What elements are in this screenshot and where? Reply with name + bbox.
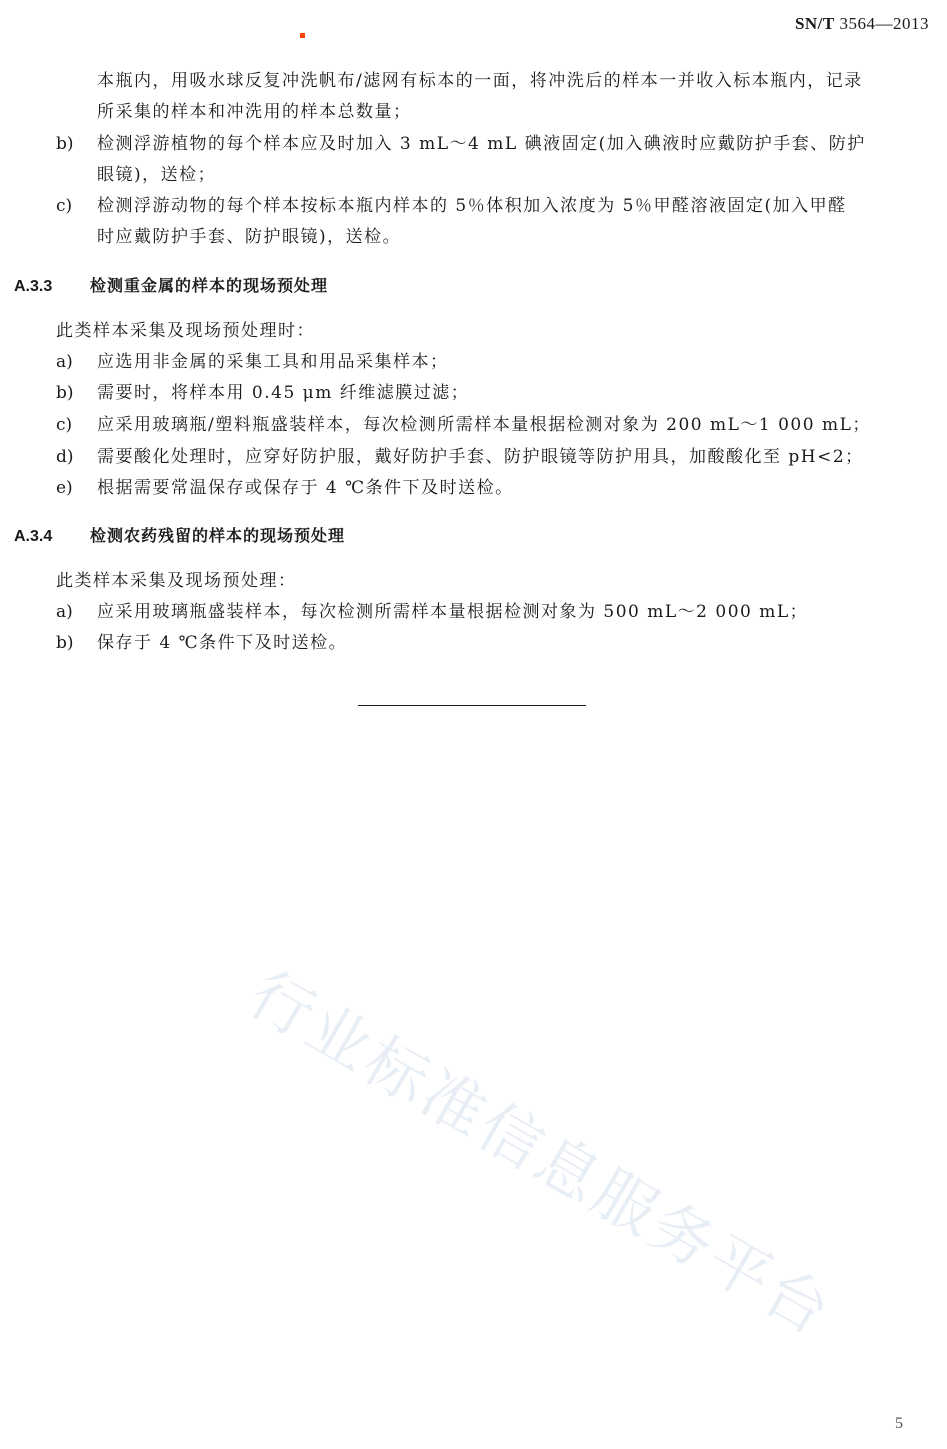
end-rule bbox=[358, 705, 586, 706]
section-heading-a33 bbox=[14, 270, 328, 302]
section-intro: 此类样本采集及现场预处理时： bbox=[56, 321, 315, 341]
list-item-label: b) bbox=[56, 383, 74, 403]
list-item-label: b) bbox=[56, 134, 74, 154]
list-item-label: a) bbox=[56, 602, 73, 622]
section-number: A.3.3 bbox=[14, 278, 53, 295]
page-number: 5 bbox=[895, 1415, 903, 1432]
list-item-text: 需要酸化处理时，应穿好防护服，戴好防护手套、防护眼镜等防护用具，加酸酸化至 pH<2； bbox=[97, 447, 864, 467]
list-item-text: 应采用玻璃瓶盛装样本，每次检测所需样本量根据检测对象为 500 mL～2 000 mL； bbox=[97, 602, 809, 622]
section-title: 检测重金属的样本的现场预处理 bbox=[90, 276, 329, 295]
watermark: 行业标准信息服务平台 bbox=[237, 957, 846, 1351]
list-item-text: 眼镜)，送检； bbox=[97, 165, 217, 185]
section-number: A.3.4 bbox=[14, 528, 53, 545]
list-item-label: c) bbox=[56, 415, 73, 435]
list-item-text: 检测浮游植物的每个样本应及时加入 3 mL～4 mL 碘液固定(加入碘液时应戴防护手套、防护 bbox=[97, 134, 866, 154]
list-item-label: a) bbox=[56, 352, 73, 372]
list-item-label: b) bbox=[56, 633, 74, 653]
list-item-text: 需要时，将样本用 0.45 μm 纤维滤膜过滤； bbox=[97, 383, 470, 403]
list-item-text: 检测浮游动物的每个样本按标本瓶内样本的 5％体积加入浓度为 5％甲醛溶液固定(加入甲醛 bbox=[97, 196, 847, 216]
standard-code bbox=[795, 14, 929, 34]
section-heading-a34 bbox=[14, 520, 345, 552]
section-title: 检测农药残留的样本的现场预处理 bbox=[90, 526, 346, 545]
list-item-text: 时应戴防护手套、防护眼镜)，送检。 bbox=[97, 227, 402, 247]
list-item-text: 应采用玻璃瓶/塑料瓶盛装样本，每次检测所需样本量根据检测对象为 200 mL～1 000 mL； bbox=[97, 415, 871, 435]
list-item-text: 根据需要常温保存或保存于 4 ℃条件下及时送检。 bbox=[97, 478, 514, 498]
list-item-label: e) bbox=[56, 478, 73, 498]
list-item-text: 保存于 4 ℃条件下及时送检。 bbox=[97, 633, 348, 653]
list-item-text: 应选用非金属的采集工具和用品采集样本； bbox=[97, 352, 449, 372]
continuation-line-1: 本瓶内，用吸水球反复冲洗帆布/滤网有标本的一面，将冲洗后的样本一并收入标本瓶内，记录 bbox=[97, 71, 863, 91]
continuation-line-2: 所采集的样本和冲洗用的样本总数量； bbox=[97, 102, 412, 122]
list-item-label: d) bbox=[56, 447, 74, 467]
standard-code-number: 3564—2013 bbox=[839, 14, 929, 33]
list-item-label: c) bbox=[56, 196, 73, 216]
standard-code-prefix: SN/T bbox=[794, 14, 835, 33]
section-intro: 此类样本采集及现场预处理： bbox=[56, 571, 297, 591]
red-mark bbox=[300, 33, 305, 38]
